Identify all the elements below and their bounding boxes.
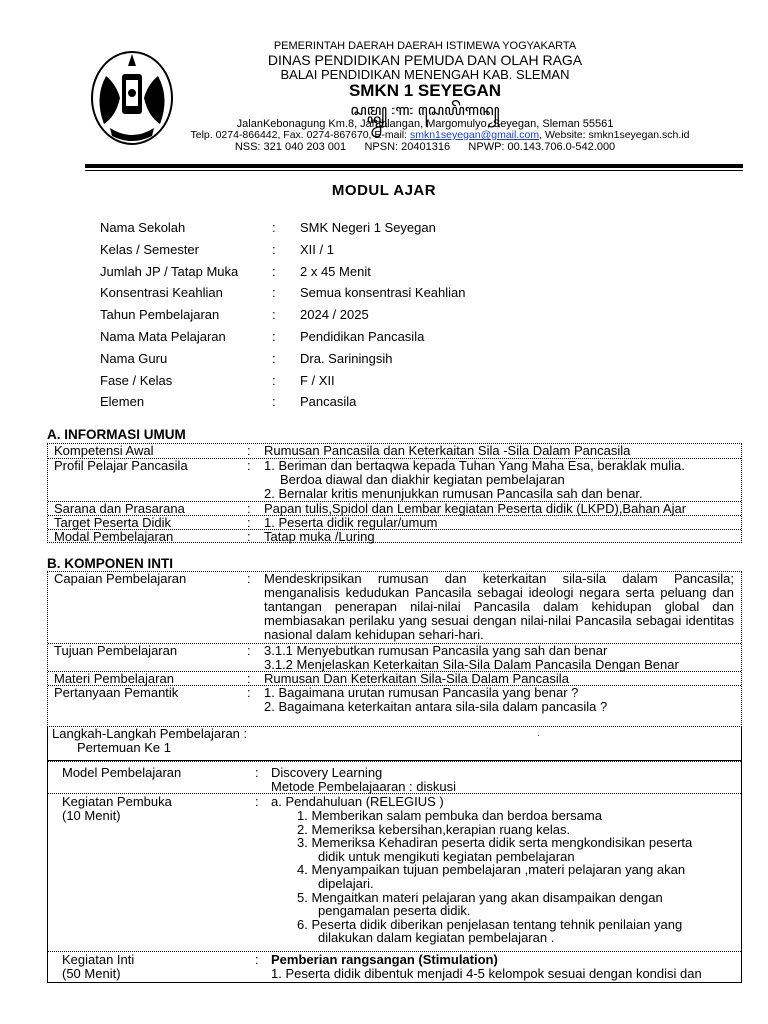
identity-colon: : (272, 394, 276, 410)
identity-value: XII / 1 (300, 241, 334, 257)
langkah-heading: Langkah-Langkah Pembelajaran : (52, 726, 248, 741)
identity-colon: : (272, 285, 276, 301)
identity-colon: : (272, 263, 276, 279)
table-row (48, 572, 741, 643)
table-row (48, 951, 741, 984)
row-value: 3.1.2 Menjelaskan Keterkaitan Sila-Sila Dalam Pancasila Dengan Benar (264, 657, 679, 672)
red-mark: . (537, 728, 540, 739)
header-agency: BALAI PENDIDIKAN MENENGAH KAB. SLEMAN (280, 67, 570, 82)
identity-colon: : (272, 350, 276, 366)
identity-colon: : (272, 372, 276, 388)
row-label: Kompetensi Awal (54, 443, 154, 458)
row-value: Metode Pembelajaaran : diskusi (271, 779, 456, 794)
row-value: Rumusan Pancasila dan Keterkaitan Sila -Sila Dalam Pancasila (264, 443, 631, 458)
pembuka-item: 4. Menyampaikan tujuan pembelajaran ,materi pelajaran yang akan (297, 862, 686, 878)
identity-colon: : (272, 220, 276, 235)
table-row (48, 643, 741, 672)
pembuka-item: dipelajari. (318, 876, 374, 891)
table-row (48, 529, 741, 544)
row-value: Tatap muka /Luring (264, 529, 375, 544)
row-label: Materi Pembelajaran (54, 671, 174, 686)
row-label: Profil Pelajar Pancasila (54, 458, 188, 473)
section-a-heading: A. INFORMASI UMUM (47, 427, 186, 442)
identity-label: Kelas / Semester (100, 241, 199, 257)
header-registration-ids: NSS: 321 040 203 001 NPSN: 20401316 NPWP: 00.143.706.0-542.000 (234, 141, 616, 153)
row-value: 1. Bagaimana urutan rumusan Pancasila yang benar ? (264, 685, 579, 700)
pembuka-item: pengamalan peserta didik. (318, 903, 471, 919)
identity-label: Tahun Pembelajaran (100, 307, 220, 323)
identity-value: 2024 / 2025 (300, 307, 369, 323)
identity-colon: : (272, 329, 276, 344)
row-label: Modal Pembelajaran (54, 529, 174, 544)
pembuka-item: dilakukan dalam kegiatan pembelajaran . (318, 930, 555, 946)
komponen-inti-table (47, 571, 742, 727)
header-office: DINAS PENDIDIKAN PEMUDA DAN OLAH RAGA (267, 52, 583, 68)
identity-value: SMK Negeri 1 Seyegan (300, 220, 436, 235)
table-row (48, 685, 741, 728)
row-value: 1. Peserta didik regular/umum (264, 515, 438, 530)
row-label: Target Peserta Didik (54, 515, 172, 530)
identity-value: 2 x 45 Menit (300, 263, 371, 279)
row-colon: : (255, 765, 259, 780)
row-colon: : (247, 685, 251, 700)
row-value: 2. Bernalar kritis menunjukkan rumusan Pancasila sah dan benar. (264, 486, 643, 501)
identity-label: Jumlah JP / Tatap Muka (100, 263, 239, 279)
row-value: Berdoa diawal dan diakhir kegiatan pembelajaran (280, 472, 565, 487)
identity-label: Konsentrasi Keahlian (100, 285, 223, 301)
row-colon: : (255, 794, 259, 809)
table-row (48, 444, 741, 458)
pembuka-item: 5. Mengaitkan materi pelajaran yang akan disampaikan dengan (297, 889, 663, 905)
table-row (48, 501, 741, 516)
informasi-umum-table (47, 443, 742, 543)
document-title: MODUL AJAR (331, 182, 437, 199)
row-value: a. Pendahuluan (RELEGIUS ) (271, 794, 444, 809)
identity-value: F / XII (300, 372, 335, 388)
identity-label: Fase / Kelas (100, 372, 173, 388)
pembuka-item: didik untuk mengikuti kegiatan pembelajaran (318, 848, 575, 864)
row-colon: : (247, 458, 251, 473)
table-row (48, 458, 741, 501)
header-rule-thin (85, 170, 743, 171)
identity-value: Pendidikan Pancasila (300, 329, 425, 344)
pembuka-item: 2. Memeriksa kebersihan,kerapian ruang kelas. (297, 821, 571, 837)
header-government: PEMERINTAH DAERAH DAERAH ISTIMEWA YOGYAKARTA (273, 40, 577, 52)
row-colon: : (247, 571, 251, 586)
row-label: Sarana dan Prasarana (54, 501, 185, 516)
row-value: Rumusan Dan Keterkaitan Sila-Sila Dalam Pancasila (264, 671, 569, 686)
identity-value: Semua konsentrasi Keahlian (300, 285, 466, 301)
row-value: Mendeskripsikan rumusan dan keterkaitan sila-sila dalam Pancasila; menganalisis kedudukan Pancasila sebagai ideologi negara serta peluang dan tantangan penerapan nilai-nilai Pancasila dalam kehidupan global dan membiasakan perilaku yang sesuai dengan nilai-nilai Pancasila sebagai identitas nasional dalam kehidupan sehari-hari. (264, 571, 734, 642)
row-value: 1. Peserta didik dibentuk menjadi 4-5 kelompok sesuai dengan kondisi dan (271, 967, 702, 981)
row-value: Discovery Learning (271, 765, 383, 780)
identity-value: Dra. Sariningsih (300, 350, 393, 366)
row-colon: : (247, 529, 251, 544)
row-label: Capaian Pembelajaran (54, 571, 187, 586)
row-value: 1. Beriman dan bertaqwa kepada Tuhan Yang Maha Esa, beraklak mulia. (264, 458, 685, 473)
identity-colon: : (272, 307, 276, 323)
row-label: Tujuan Pembelajaran (54, 643, 178, 658)
identity-colon: : (272, 241, 276, 257)
row-colon: : (247, 443, 251, 458)
pembuka-item: 6. Peserta didik diberikan penjelasan tentang tehnik penilaian yang (297, 916, 683, 932)
pembuka-item: 3. Memeriksa Kehadiran peserta didik serta mengkondisikan peserta (297, 835, 693, 851)
identity-label: Elemen (100, 394, 145, 410)
row-colon: : (247, 501, 251, 516)
identity-label: Nama Sekolah (100, 220, 186, 235)
row-label: Model Pembelajaran (62, 765, 182, 780)
row-value: Papan tulis,Spidol dan Lembar kegiatan Peserta didik (LKPD),Bahan Ajar (264, 501, 687, 516)
row-colon: : (247, 671, 251, 686)
row-colon: : (255, 952, 259, 967)
header-javanese-script: ꦱꦩ꧀ꦏ꧀ꦤ꧀ ꧇꧑꧇ ꦱꦺꦪꦼꦒꦤ꧀ (350, 102, 500, 119)
header-school-name: SMKN 1 SEYEGAN (348, 81, 502, 100)
table-row (48, 793, 741, 948)
identity-label: Nama Guru (100, 350, 168, 366)
pembuka-item: 1. Memberikan salam pembuka dan berdoa bersama (297, 808, 602, 823)
contact-suffix: , Website: smkn1seyegan.sch.id (539, 129, 690, 141)
header-contact (180, 129, 700, 141)
row-sublabel: (50 Menit) (62, 966, 121, 981)
pertemuan-label: Pertemuan Ke 1 (77, 740, 171, 755)
langkah-table (47, 760, 742, 983)
row-label: Kegiatan Inti (62, 952, 135, 967)
header-address: JalanKebonagung Km.8, Jamblangan, Margomulyo, Seyegan, Sleman 55561 (236, 118, 614, 130)
row-sublabel: (10 Menit) (62, 808, 121, 823)
email-link[interactable]: smkn1seyegan@gmail.com (409, 129, 540, 141)
table-row (48, 766, 741, 794)
section-b-heading: B. KOMPONEN INTI (47, 556, 174, 571)
row-label: Kegiatan Pembuka (62, 794, 172, 809)
header-rule-thick (85, 164, 743, 168)
dinas-crest-logo (86, 46, 178, 150)
table-row (48, 515, 741, 530)
row-value: 2. Bagaimana keterkaitan antara sila-sila dalam pancasila ? (264, 699, 608, 714)
row-label: Pertanyaan Pemantik (54, 685, 179, 700)
row-colon: : (247, 515, 251, 530)
row-colon: : (247, 643, 251, 658)
identity-label: Nama Mata Pelajaran (100, 329, 226, 344)
table-row (48, 671, 741, 686)
contact-prefix: Telp. 0274-866442, Fax. 0274-867670, E-mail: (190, 129, 410, 141)
row-value: Pemberian rangsangan (Stimulation) (271, 952, 498, 967)
identity-value: Pancasila (300, 394, 357, 410)
row-value: 3.1.1 Menyebutkan rumusan Pancasila yang sah dan benar (264, 643, 608, 658)
